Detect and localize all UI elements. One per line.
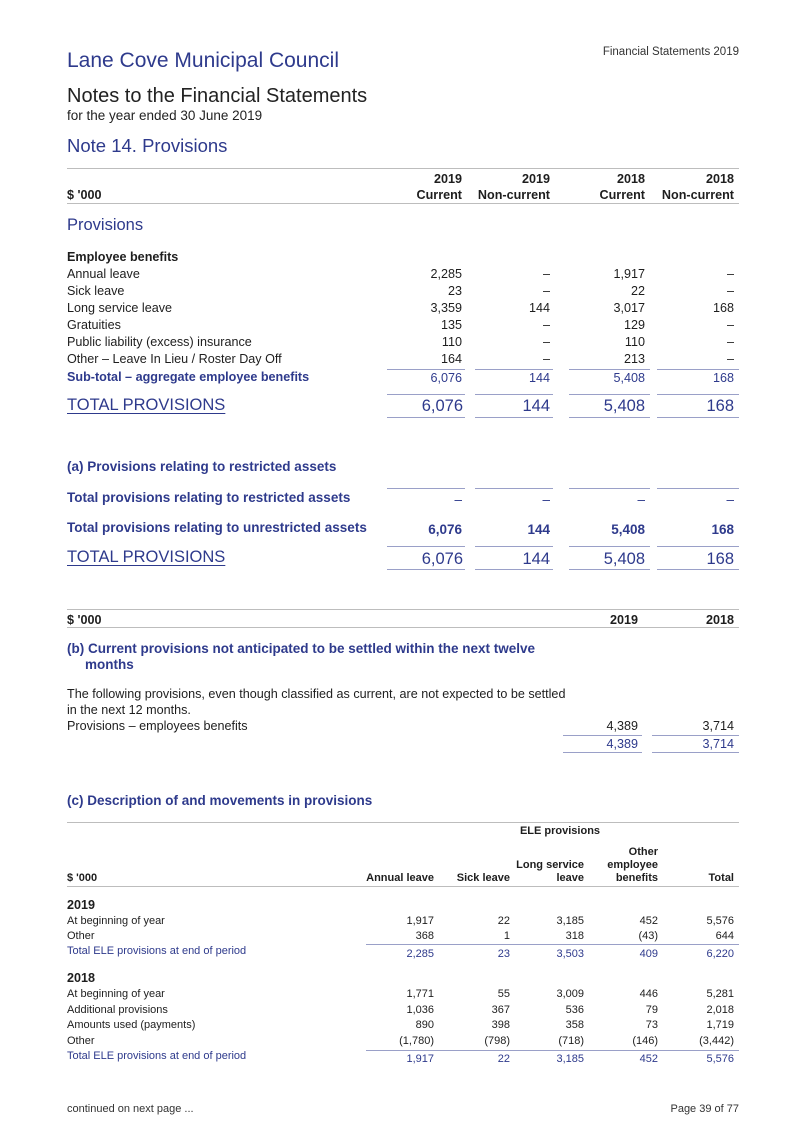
section-c-header-rule (67, 886, 739, 887)
cell: 129 (623, 318, 645, 332)
period-subtitle: for the year ended 30 June 2019 (67, 108, 263, 123)
cell: 2,285 (430, 267, 462, 281)
council-name: Lane Cove Municipal Council (67, 49, 339, 72)
row-label: At beginning of year (67, 988, 165, 1000)
cell: 1,917 (406, 915, 434, 927)
section-b-header-rule (67, 627, 739, 628)
cell: – (726, 492, 734, 507)
cell: 73 (645, 1019, 658, 1031)
cell: 144 (528, 301, 550, 315)
total-provisions-row (0, 550, 806, 567)
cell: 2,018 (706, 1004, 734, 1016)
col-2019-noncurrent: Non-current (477, 188, 550, 202)
cell: – (454, 492, 462, 507)
year-2018-heading: 2018 (67, 971, 96, 985)
total-ele-row (0, 1050, 806, 1067)
total-provisions-row (0, 397, 806, 414)
col-sick-leave: Sick leave (456, 872, 510, 884)
cell: 358 (565, 1019, 584, 1031)
cell: 1,917 (406, 1053, 434, 1065)
cell: 3,009 (556, 988, 584, 1000)
row-label: Public liability (excess) insurance (67, 335, 252, 349)
cell: 168 (706, 397, 734, 415)
cell: 110 (624, 335, 645, 349)
table-row (0, 719, 806, 736)
cell: 1,771 (406, 988, 434, 1000)
row-label: Long service leave (67, 301, 173, 315)
table-row (0, 301, 806, 318)
cell: 213 (623, 352, 645, 366)
unit-label: $ '000 (67, 613, 102, 627)
cell: (146) (632, 1035, 658, 1047)
row-label: Annual leave (67, 267, 140, 281)
cell: 890 (415, 1019, 434, 1031)
row-label: Amounts used (payments) (67, 1019, 196, 1031)
table-row (0, 267, 806, 284)
total-ele-row (0, 945, 806, 962)
total-bottom-rule (657, 569, 739, 570)
col-other-line2: employee (607, 859, 658, 871)
cell: 3,503 (556, 948, 584, 960)
unit-label: $ '000 (67, 872, 98, 884)
unit-label: $ '000 (67, 188, 102, 202)
cell: 168 (711, 522, 734, 537)
row-label: Provisions – employees benefits (67, 719, 248, 733)
col-2019-noncurrent-year: 2019 (521, 172, 550, 186)
section-b-heading: (b) Current provisions not anticipated to be settled within the next twelve (67, 641, 536, 656)
total-top-rule (657, 546, 739, 547)
cell: 1 (503, 930, 510, 942)
cell: – (726, 352, 734, 366)
row-label: Other (67, 930, 95, 942)
cell: 644 (715, 930, 734, 942)
total-bottom-rule (657, 417, 739, 418)
section-b-paragraph: The following provisions, even though classified as current, are not expected to be settled (67, 687, 566, 701)
cell: 1,917 (613, 267, 645, 281)
cell: 5,576 (706, 915, 734, 927)
row-label: Other – Leave In Lieu / Roster Day Off (67, 352, 282, 366)
total-bottom-rule (569, 569, 650, 570)
cell: 110 (441, 335, 462, 349)
cell: 135 (440, 318, 462, 332)
total-top-rule (475, 546, 553, 547)
total-top-rule (563, 735, 642, 736)
cell: 23 (447, 284, 462, 298)
restricted-rule (475, 488, 553, 489)
cell: 1,719 (706, 1019, 734, 1031)
row-label: Total ELE provisions at end of period (67, 945, 247, 957)
cell: 3,714 (702, 737, 734, 751)
table-row (0, 988, 806, 1005)
total-bottom-rule (563, 752, 642, 753)
cell: 168 (712, 371, 734, 385)
restricted-rule (569, 488, 650, 489)
table1-year-header (0, 172, 806, 189)
cell: 367 (491, 1004, 510, 1016)
cell: (43) (638, 930, 658, 942)
total-bottom-rule (652, 752, 739, 753)
table-row (0, 352, 806, 369)
total-top-rule (569, 546, 650, 547)
cell: 3,714 (702, 719, 734, 733)
cell: 6,076 (421, 397, 463, 415)
row-label: Total provisions relating to unrestricted assets (67, 520, 367, 535)
unrestricted-row (0, 520, 806, 537)
cell: 144 (522, 397, 550, 415)
subtotal-row (0, 370, 806, 387)
cell: 4,389 (606, 737, 638, 751)
total-bottom-rule (569, 417, 650, 418)
col-2019-current-year: 2019 (433, 172, 462, 186)
page-title: Notes to the Financial Statements (67, 85, 368, 107)
cell: – (726, 267, 734, 281)
cell: 452 (639, 915, 658, 927)
row-label: At beginning of year (67, 915, 165, 927)
page-number: Page 39 of 77 (670, 1103, 739, 1115)
table-row (0, 335, 806, 352)
cell: – (542, 335, 550, 349)
section-a-heading: (a) Provisions relating to restricted assets (67, 459, 337, 474)
row-label: Total provisions relating to restricted assets (67, 490, 351, 505)
cell: 6,220 (706, 948, 734, 960)
total-top-rule (569, 394, 650, 395)
col-2018: 2018 (705, 613, 734, 627)
col-other-line1: Other (628, 846, 658, 858)
cell: 22 (497, 1053, 510, 1065)
col-long-line1: Long service (516, 859, 584, 871)
cell: – (542, 492, 550, 507)
col-long-line2: leave (556, 872, 584, 884)
cell: 4,389 (606, 719, 638, 733)
total-top-rule (652, 735, 739, 736)
continued-note: continued on next page ... (67, 1103, 194, 1115)
col-2019-current: Current (416, 188, 462, 202)
restricted-rule (657, 488, 739, 489)
cell: 23 (497, 948, 510, 960)
cell: 5,576 (706, 1053, 734, 1065)
row-label: Other (67, 1035, 95, 1047)
cell: – (637, 492, 645, 507)
cell: 144 (527, 522, 550, 537)
cell: 168 (712, 301, 734, 315)
cell: 3,185 (556, 1053, 584, 1065)
total-bottom-rule (387, 417, 465, 418)
cell: 5,281 (706, 988, 734, 1000)
table-row (0, 318, 806, 335)
cell: 368 (415, 930, 434, 942)
cell: (3,442) (699, 1035, 734, 1047)
cell: – (726, 335, 734, 349)
section-b-heading-cont: months (85, 657, 134, 672)
cell: 398 (491, 1019, 510, 1031)
cell: 3,185 (556, 915, 584, 927)
cell: 79 (645, 1004, 658, 1016)
cell: 446 (639, 988, 658, 1000)
row-label: Additional provisions (67, 1004, 168, 1016)
subtotal-label: Sub-total – aggregate employee benefits (67, 370, 310, 384)
restricted-rule (387, 488, 465, 489)
total-top-rule (475, 394, 553, 395)
cell: 6,076 (430, 371, 462, 385)
total-top-rule (387, 546, 465, 547)
cell: – (542, 267, 550, 281)
cell: (718) (558, 1035, 584, 1047)
total-top-rule (387, 394, 465, 395)
total-bottom-rule (387, 569, 465, 570)
cell: 3,359 (430, 301, 462, 315)
row-label: Total ELE provisions at end of period (67, 1050, 247, 1062)
document-label: Financial Statements 2019 (602, 46, 739, 58)
total-top-rule (657, 394, 739, 395)
cell: – (542, 284, 550, 298)
col-2018-current-year: 2018 (616, 172, 645, 186)
note-heading: Note 14. Provisions (67, 135, 228, 156)
cell: 144 (528, 371, 550, 385)
col-2018-noncurrent: Non-current (661, 188, 734, 202)
provisions-section-title: Provisions (67, 216, 144, 234)
ele-provisions-group-header: ELE provisions (519, 825, 601, 837)
section-c-top-rule (67, 822, 739, 823)
cell: 5,408 (603, 550, 645, 568)
cell: – (542, 352, 550, 366)
cell: 55 (497, 988, 510, 1000)
cell: 164 (440, 352, 462, 366)
total-bottom-rule (475, 569, 553, 570)
col-other-line3: benefits (615, 872, 658, 884)
table1-header-rule (67, 203, 739, 204)
cell: 22 (497, 915, 510, 927)
section-c-heading: (c) Description of and movements in provisions (67, 793, 373, 808)
cell: 318 (565, 930, 584, 942)
row-label: Gratuities (67, 318, 121, 332)
total-bottom-rule (475, 417, 553, 418)
table-row (0, 284, 806, 301)
table-row (0, 1019, 806, 1036)
cell: 2,285 (406, 948, 434, 960)
cell: 5,408 (613, 371, 645, 385)
cell: 452 (639, 1053, 658, 1065)
table1-top-rule (67, 168, 739, 169)
cell: – (542, 318, 550, 332)
cell: 3,017 (613, 301, 645, 315)
cell: 6,076 (428, 522, 462, 537)
col-2018-current: Current (599, 188, 645, 202)
employee-benefits-heading: Employee benefits (67, 250, 179, 264)
cell: 5,408 (611, 522, 645, 537)
cell: 1,036 (406, 1004, 434, 1016)
col-2019: 2019 (609, 613, 638, 627)
year-2019-heading: 2019 (67, 898, 96, 912)
col-total: Total (708, 872, 734, 884)
total-provisions-label: TOTAL PROVISIONS (67, 548, 226, 566)
cell: (1,780) (399, 1035, 434, 1047)
section-b-top-rule (67, 609, 739, 610)
cell: 536 (565, 1004, 584, 1016)
cell: 409 (639, 948, 658, 960)
cell: – (726, 284, 734, 298)
cell: – (726, 318, 734, 332)
cell: 144 (522, 550, 550, 568)
cell: 6,076 (421, 550, 463, 568)
cell: 5,408 (603, 397, 645, 415)
cell: (798) (484, 1035, 510, 1047)
col-2018-noncurrent-year: 2018 (705, 172, 734, 186)
cell: 22 (630, 284, 645, 298)
restricted-row (0, 490, 806, 507)
cell: 168 (706, 550, 734, 568)
total-provisions-label: TOTAL PROVISIONS (67, 396, 226, 414)
col-annual-leave: Annual leave (366, 872, 434, 884)
section-b-paragraph-cont: in the next 12 months. (67, 703, 191, 717)
row-label: Sick leave (67, 284, 125, 298)
